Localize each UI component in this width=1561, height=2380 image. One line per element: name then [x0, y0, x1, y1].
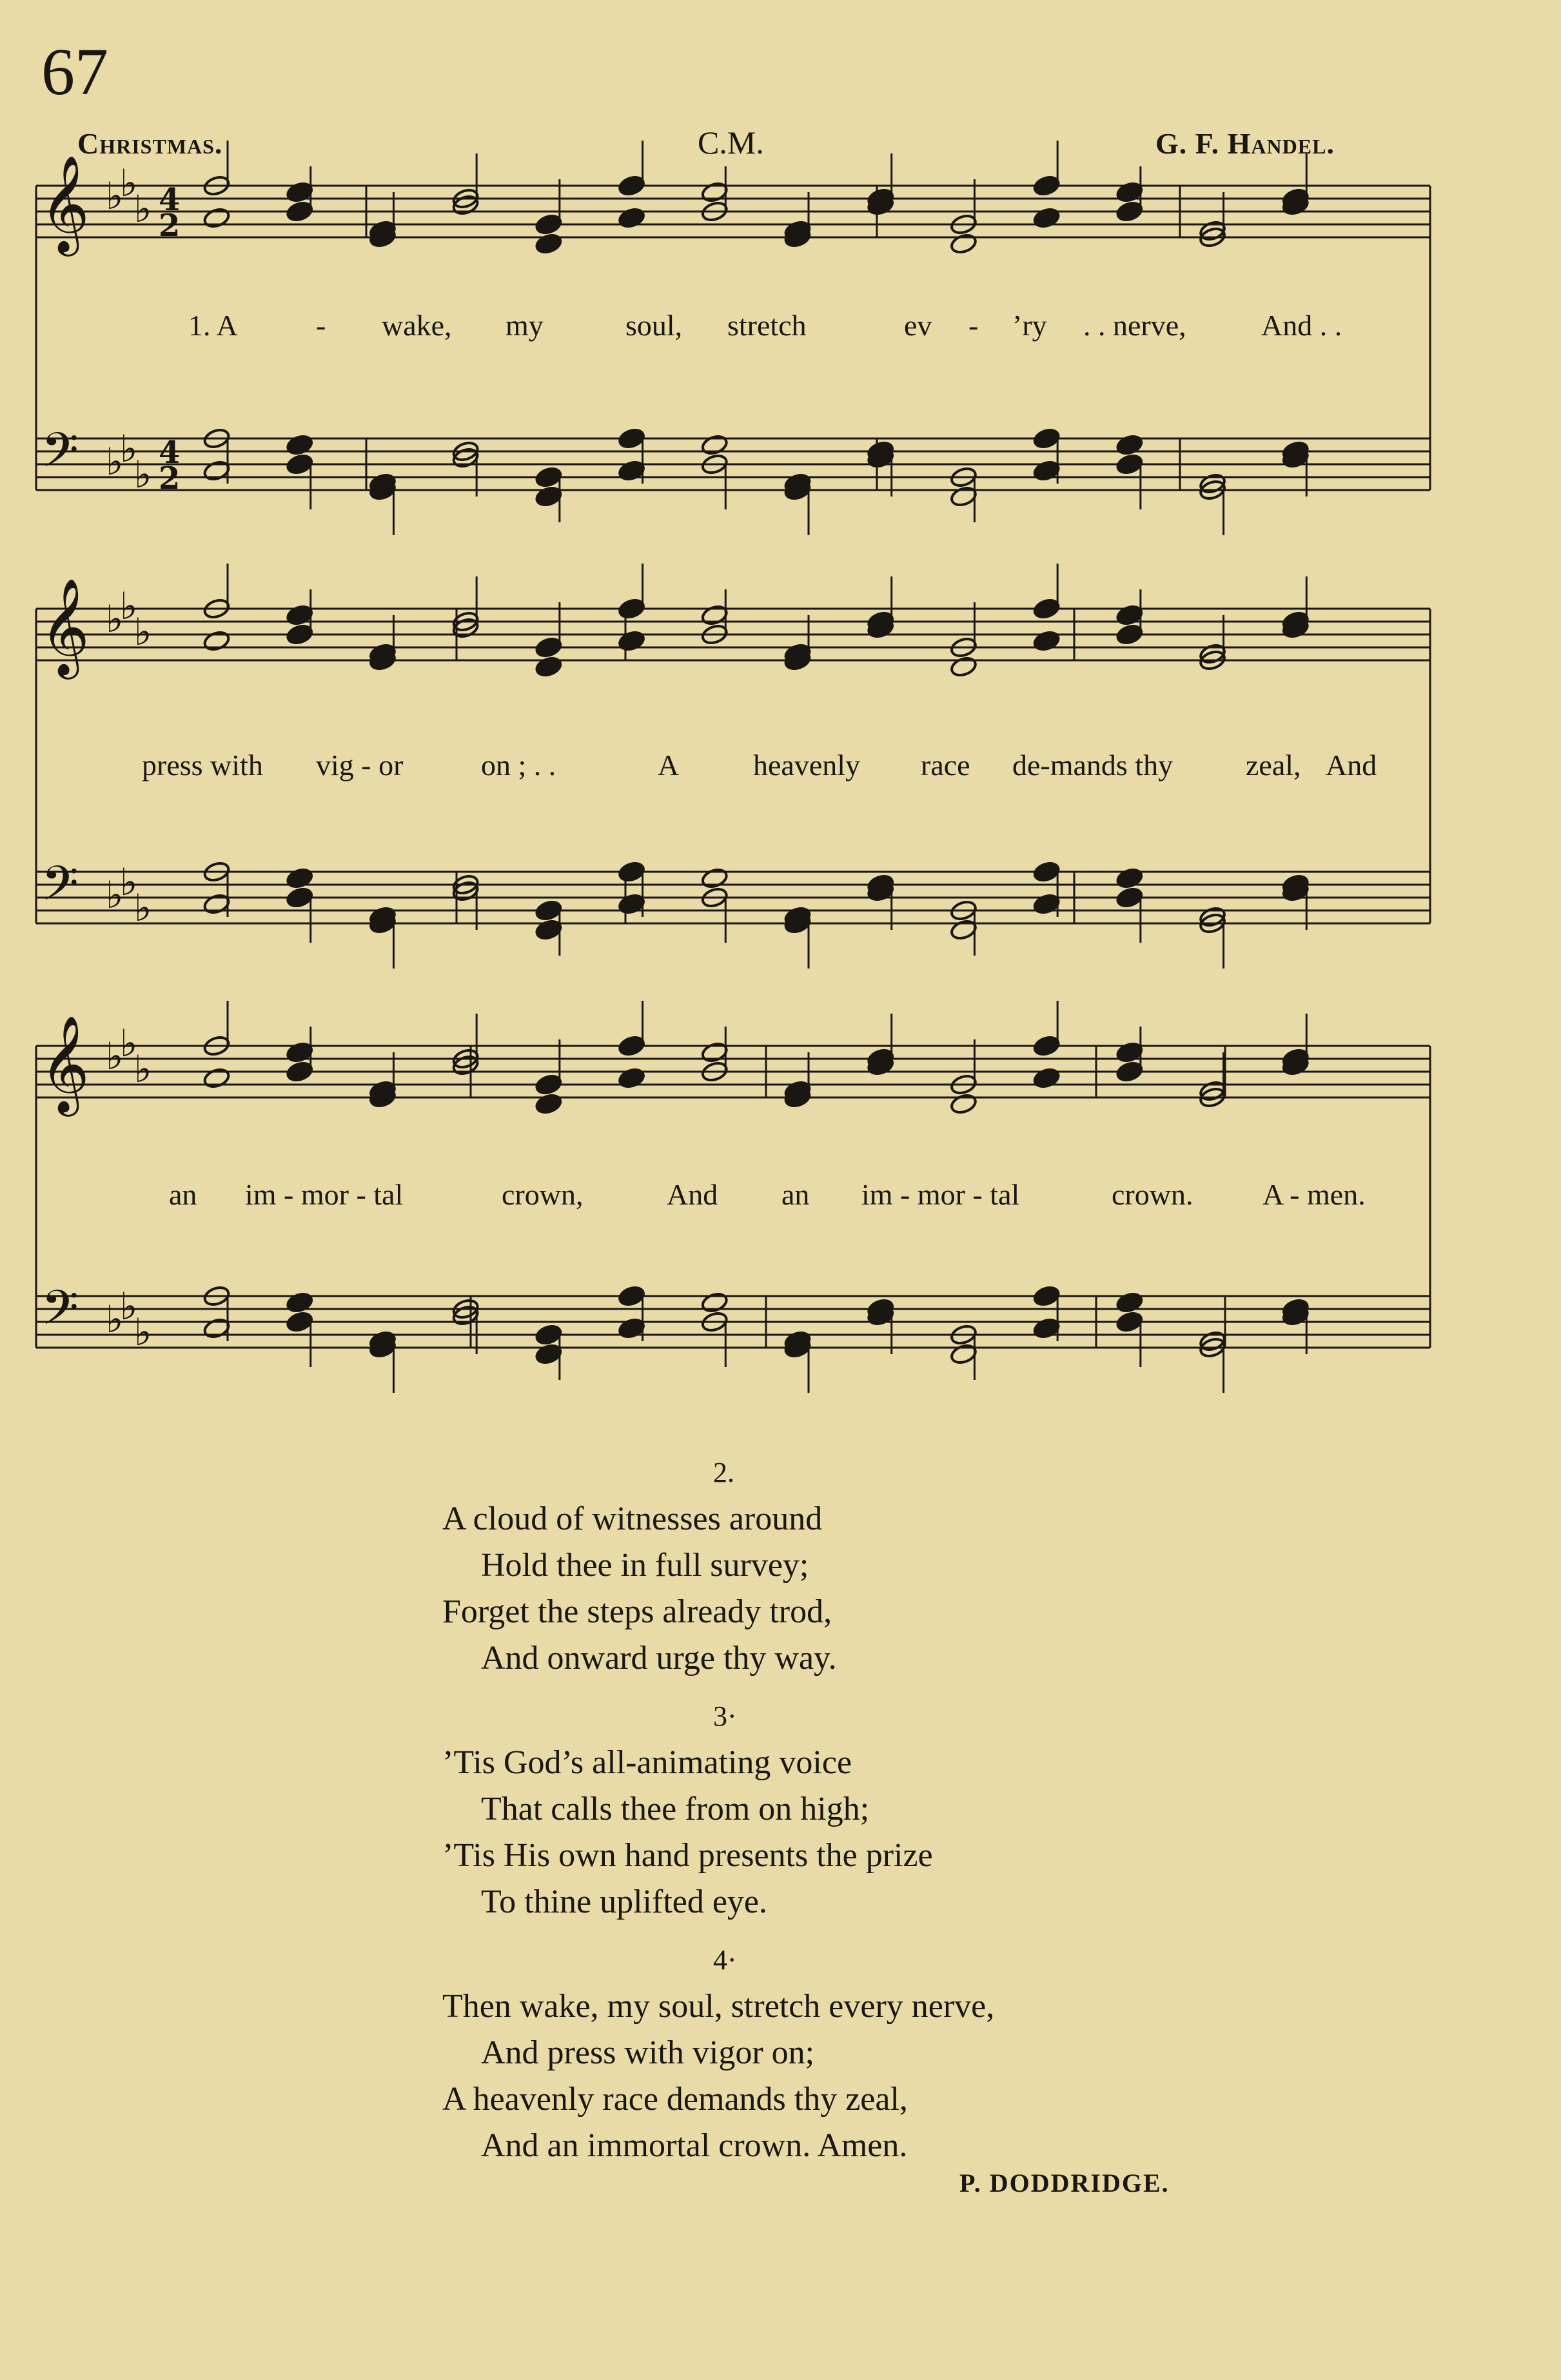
lyric-syllable: 1. A: [188, 309, 238, 342]
flat-icon: ♭: [120, 427, 138, 471]
note-head: [1115, 1060, 1144, 1083]
flat-icon: ♭: [106, 873, 124, 917]
lyric-syllable: And . .: [1261, 309, 1342, 342]
lyric-syllable: crown.: [1112, 1178, 1193, 1211]
lyric-syllable: on ; . .: [481, 749, 556, 782]
note-head: [202, 892, 231, 916]
meter: C.M.: [698, 124, 764, 161]
bass-clef-icon: 𝄢: [41, 422, 79, 490]
note-head: [286, 867, 314, 890]
time-signature: 4: [159, 435, 181, 471]
tune-name: Christmas.: [77, 127, 223, 160]
note-head: [700, 433, 729, 457]
note-head: [1115, 623, 1144, 646]
note-head: [618, 459, 646, 482]
note-head: [1032, 597, 1061, 620]
lyric-syllable: heavenly: [753, 749, 861, 782]
note-head: [535, 1323, 563, 1346]
note-head: [618, 1034, 646, 1057]
flat-icon: ♭: [106, 597, 124, 641]
note-head: [535, 1073, 563, 1096]
note-head: [286, 1310, 314, 1333]
flat-icon: ♭: [120, 1021, 138, 1065]
author: P. DODDRIDGE.: [959, 2169, 1170, 2198]
flat-icon: ♭: [106, 440, 124, 484]
lyric-syllable: A: [658, 749, 680, 782]
flat-icon: ♭: [134, 886, 152, 930]
note-head: [535, 1342, 563, 1366]
note-head: [1115, 604, 1144, 627]
note-head: [618, 1284, 646, 1308]
verse-line: Forget the steps already trod,: [442, 1593, 832, 1630]
note-head: [618, 860, 646, 883]
note-head: [1032, 1317, 1061, 1340]
verses: [442, 1438, 994, 2169]
verse-line: And onward urge thy way.: [481, 1640, 837, 1677]
verse-number: 3·: [713, 1700, 737, 1732]
flat-icon: ♭: [134, 187, 152, 231]
verse-4: [442, 1937, 994, 2169]
lyric-syllable: crown,: [502, 1178, 584, 1211]
verse-line: Then wake, my soul, stretch every nerve,: [442, 1988, 995, 2025]
note-head: [949, 232, 977, 255]
note-head: [202, 459, 231, 482]
flat-icon: ♭: [134, 1310, 152, 1354]
note-head: [949, 655, 977, 678]
lyric-syllable: zeal,: [1246, 749, 1301, 782]
bass-clef-icon: 𝄢: [41, 1280, 79, 1348]
verse-line: And an immortal crown. Amen.: [481, 2127, 908, 2164]
lyric-syllable: im - mor - tal: [861, 1178, 1020, 1211]
flat-icon: ♭: [106, 1034, 124, 1078]
verse-line: And press with vigor on;: [481, 2034, 815, 2071]
note-head: [286, 200, 314, 223]
note-head: [618, 629, 646, 653]
lyric-syllable: an: [781, 1178, 810, 1211]
note-head: [535, 636, 563, 659]
note-head: [618, 597, 646, 620]
verse-number: 2.: [713, 1457, 734, 1488]
composer: G. F. Handel.: [1155, 127, 1335, 160]
verse-line: ’Tis God’s all-animating voice: [442, 1744, 852, 1781]
note-head: [1032, 629, 1061, 653]
lyric-syllable: ev: [904, 309, 932, 342]
note-head: [535, 485, 563, 508]
lyric-syllable: im - mor - tal: [245, 1178, 404, 1211]
verse-line: A cloud of witnesses around: [442, 1500, 823, 1537]
note-head: [1115, 1041, 1144, 1064]
lyric-syllable: de-mands thy: [1012, 749, 1173, 782]
note-head: [618, 206, 646, 230]
note-head: [286, 886, 314, 909]
flat-icon: ♭: [120, 860, 138, 904]
verse-line: Hold thee in full survey;: [481, 1547, 809, 1584]
note-head: [535, 466, 563, 489]
note-head: [1115, 1310, 1144, 1333]
note-head: [535, 232, 563, 255]
note-head: [1115, 867, 1144, 890]
note-head: [700, 181, 729, 204]
note-head: [202, 206, 231, 230]
note-head: [202, 1067, 231, 1090]
lyric-syllable: -: [316, 309, 326, 342]
lyric-syllable: And: [1326, 749, 1377, 782]
lyric-syllable: A - men.: [1262, 1178, 1366, 1211]
note-head: [700, 604, 729, 627]
flat-icon: ♭: [106, 174, 124, 218]
lyric-syllable: press with: [142, 749, 263, 782]
lyric-syllable: ’ry: [1012, 309, 1047, 342]
flat-icon: ♭: [134, 610, 152, 654]
note-head: [1115, 200, 1144, 223]
note-head: [949, 1342, 977, 1366]
note-head: [535, 899, 563, 922]
verse-3: [442, 1693, 994, 1925]
note-head: [1032, 206, 1061, 230]
lyric-syllable: soul,: [625, 309, 683, 342]
note-head: [1032, 174, 1061, 197]
note-head: [618, 1067, 646, 1090]
verse-number: 4·: [713, 1944, 737, 1976]
note-head: [1032, 459, 1061, 482]
verse-line: That calls thee from on high;: [481, 1791, 870, 1827]
note-head: [700, 1041, 729, 1064]
lyric-syllable: vig - or: [316, 749, 404, 782]
hymn-number: 67: [41, 35, 108, 109]
note-head: [535, 655, 563, 678]
lyric-syllable: an: [169, 1178, 197, 1211]
verse-line: A heavenly race demands thy zeal,: [442, 2081, 908, 2118]
note-head: [700, 867, 729, 890]
note-head: [535, 1092, 563, 1116]
note-head: [1032, 1034, 1061, 1057]
note-head: [202, 629, 231, 653]
note-head: [1115, 1291, 1144, 1314]
note-head: [286, 181, 314, 204]
note-head: [949, 918, 977, 941]
note-head: [1115, 181, 1144, 204]
bass-clef-icon: 𝄢: [41, 856, 79, 923]
verse-line: ’Tis His own hand presents the prize: [442, 1837, 933, 1874]
note-head: [535, 213, 563, 236]
note-head: [618, 427, 646, 450]
lyric-syllable: wake,: [382, 309, 452, 342]
verse-line: To thine uplifted eye.: [481, 1883, 768, 1920]
flat-icon: ♭: [120, 161, 138, 205]
flat-icon: ♭: [120, 584, 138, 628]
note-head: [618, 174, 646, 197]
note-head: [1032, 1067, 1061, 1090]
note-head: [1115, 433, 1144, 457]
lyric-syllable: . . nerve,: [1083, 309, 1186, 342]
note-head: [286, 1041, 314, 1064]
note-head: [618, 892, 646, 916]
note-head: [1032, 1284, 1061, 1308]
note-head: [1032, 892, 1061, 916]
note-head: [949, 485, 977, 508]
lyric-syllable: my: [506, 309, 544, 342]
note-head: [1115, 886, 1144, 909]
time-signature: 4: [159, 182, 181, 218]
time-signature: 2: [159, 208, 181, 244]
flat-icon: ♭: [120, 1284, 138, 1328]
note-head: [618, 1317, 646, 1340]
flat-icon: ♭: [134, 453, 152, 497]
note-head: [1115, 453, 1144, 476]
note-head: [700, 1291, 729, 1314]
note-head: [949, 1092, 977, 1116]
lyric-syllable: -: [968, 309, 979, 342]
flat-icon: ♭: [134, 1047, 152, 1091]
note-head: [286, 604, 314, 627]
lyric-syllable: And: [667, 1178, 718, 1211]
note-head: [1032, 427, 1061, 450]
treble-clef-icon: 𝄞: [40, 154, 90, 252]
note-head: [286, 1291, 314, 1314]
time-signature: 2: [159, 460, 181, 497]
note-head: [286, 1060, 314, 1083]
note-head: [286, 623, 314, 646]
note-head: [286, 453, 314, 476]
lyric-syllable: stretch: [727, 309, 807, 342]
note-head: [202, 1317, 231, 1340]
verse-2: [442, 1450, 994, 1682]
treble-clef-icon: 𝄞: [40, 1014, 90, 1112]
treble-clef-icon: 𝄞: [40, 577, 90, 675]
flat-icon: ♭: [106, 1297, 124, 1341]
note-head: [1032, 860, 1061, 883]
lyric-syllable: race: [921, 749, 970, 782]
note-head: [535, 918, 563, 941]
note-head: [286, 433, 314, 457]
